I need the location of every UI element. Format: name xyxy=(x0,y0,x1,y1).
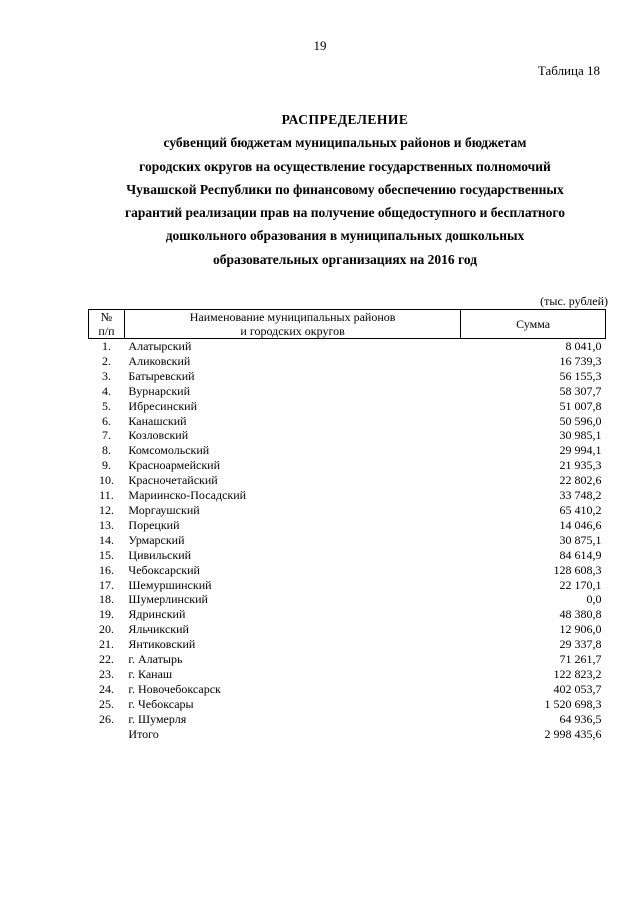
table-row xyxy=(89,592,606,607)
heading-line: Чувашской Республики по финансовому обеспечению государственных xyxy=(126,181,564,197)
row-sum: 30 875,1 xyxy=(559,532,602,547)
heading-line: городских округов на осуществление государственных полномочий xyxy=(139,158,551,174)
row-number: 25. xyxy=(98,696,114,711)
total-number xyxy=(89,727,125,742)
table-label: Таблица 18 xyxy=(537,63,600,78)
row-name: Аликовский xyxy=(128,353,191,368)
row-name: Урмарский xyxy=(128,532,185,547)
row-sum: 128 608,3 xyxy=(553,562,602,577)
row-number: 1. xyxy=(101,339,111,353)
table-row xyxy=(89,473,606,488)
row-number: 16. xyxy=(98,562,114,577)
total-row xyxy=(89,727,606,742)
header-number xyxy=(89,310,125,339)
heading-line: субвенций бюджетам муниципальных районов и бюджетам xyxy=(163,135,527,151)
row-name: Шумерлинский xyxy=(128,592,208,607)
table-row xyxy=(89,548,606,563)
table-row xyxy=(89,518,606,533)
row-sum: 33 748,2 xyxy=(559,488,602,503)
distribution-table xyxy=(88,309,606,741)
row-number: 22. xyxy=(98,652,114,667)
row-sum: 56 155,3 xyxy=(559,368,602,383)
row-number: 15. xyxy=(98,547,114,562)
row-number: 12. xyxy=(98,502,114,517)
table-row xyxy=(89,622,606,637)
table-row xyxy=(89,458,606,473)
table-row xyxy=(89,667,606,682)
table-row xyxy=(89,503,606,518)
header-number-line2: п/п xyxy=(98,324,115,338)
row-number: 24. xyxy=(98,681,114,696)
table-row xyxy=(89,637,606,652)
row-name: Канашский xyxy=(128,413,187,428)
row-name: Моргаушский xyxy=(128,502,200,517)
row-name: Алатырский xyxy=(128,339,192,353)
table-row xyxy=(89,563,606,578)
row-name: г. Канаш xyxy=(128,666,173,681)
row-sum: 58 307,7 xyxy=(559,383,602,398)
row-name: Порецкий xyxy=(128,517,180,532)
row-name: Красночетайский xyxy=(128,473,218,488)
row-sum: 21 935,3 xyxy=(559,458,602,473)
row-sum: 12 906,0 xyxy=(559,622,602,637)
row-name: Вурнарский xyxy=(128,383,191,398)
header-name-line2: и городских округов xyxy=(240,324,345,338)
row-sum: 48 380,8 xyxy=(559,607,602,622)
row-sum: 1 520 698,3 xyxy=(544,696,602,711)
row-name: Ибресинский xyxy=(128,398,197,413)
row-number: 23. xyxy=(98,666,114,681)
row-number: 7. xyxy=(101,428,111,443)
page-number: 19 xyxy=(313,38,327,53)
row-sum: 64 936,5 xyxy=(559,711,602,726)
table-header xyxy=(89,310,606,339)
row-number: 5. xyxy=(101,398,111,413)
row-number: 26. xyxy=(98,711,114,726)
table-row xyxy=(89,607,606,622)
row-name: Мариинско-Посадский xyxy=(128,488,247,503)
row-sum: 122 823,2 xyxy=(553,666,602,681)
row-name: г. Чебоксары xyxy=(128,696,194,711)
row-number: 3. xyxy=(101,368,111,383)
document-heading xyxy=(60,108,630,271)
row-number: 14. xyxy=(98,532,114,547)
table-row xyxy=(89,712,606,727)
row-name: г. Алатырь xyxy=(128,652,183,667)
row-sum: 22 802,6 xyxy=(559,473,602,488)
row-number: 2. xyxy=(101,353,111,368)
row-number: 17. xyxy=(98,577,114,592)
units-label: (тыс. рублей) xyxy=(540,294,608,308)
row-number: 4. xyxy=(101,383,111,398)
row-number: 20. xyxy=(98,622,114,637)
row-name: Комсомольский xyxy=(128,443,210,458)
row-number: 10. xyxy=(98,473,114,488)
row-sum: 16 739,3 xyxy=(559,353,602,368)
table-row xyxy=(89,488,606,503)
row-number: 19. xyxy=(98,607,114,622)
row-sum: 65 410,2 xyxy=(559,502,602,517)
row-name: Цивильский xyxy=(128,547,192,562)
row-sum: 29 994,1 xyxy=(559,443,602,458)
table-row xyxy=(89,682,606,697)
table-row xyxy=(89,533,606,548)
total-label: Итого xyxy=(128,726,159,741)
row-name: г. Новочебоксарск xyxy=(128,681,221,696)
row-name: Ядринский xyxy=(128,607,186,622)
row-name: Шемуршинский xyxy=(128,577,212,592)
table-body xyxy=(89,339,606,742)
table-row xyxy=(89,428,606,443)
row-number: 18. xyxy=(98,592,114,607)
row-sum: 29 337,8 xyxy=(559,637,602,652)
row-name: Янтиковский xyxy=(128,637,196,652)
row-number: 11. xyxy=(99,488,114,503)
table-row xyxy=(89,339,606,354)
row-name: Яльчикский xyxy=(128,622,189,637)
row-name: Батыревский xyxy=(128,368,195,383)
row-sum: 402 053,7 xyxy=(553,681,602,696)
row-sum: 0,0 xyxy=(586,592,602,607)
row-sum: 84 614,9 xyxy=(559,547,602,562)
table-row xyxy=(89,652,606,667)
row-name: Красноармейский xyxy=(128,458,220,473)
table-row xyxy=(89,354,606,369)
row-number: 9. xyxy=(101,458,111,473)
header-name-line1: Наименование муниципальных районов xyxy=(189,310,396,324)
row-sum: 50 596,0 xyxy=(559,413,602,428)
table-row xyxy=(89,384,606,399)
table-row xyxy=(89,578,606,593)
row-sum: 8 041,0 xyxy=(565,339,602,353)
row-sum: 14 046,6 xyxy=(559,517,602,532)
row-name: Козловский xyxy=(128,428,189,443)
row-sum: 22 170,1 xyxy=(559,577,602,592)
table-row xyxy=(89,399,606,414)
heading-line: гарантий реализации прав на получение общедоступного и бесплатного xyxy=(125,205,565,221)
table-row xyxy=(89,697,606,712)
header-name xyxy=(124,310,460,339)
heading-title: РАСПРЕДЕЛЕНИЕ xyxy=(281,112,409,127)
row-name: г. Шумерля xyxy=(128,711,187,726)
row-sum: 71 261,7 xyxy=(559,652,602,667)
header-number-line1: № xyxy=(100,310,113,324)
row-sum: 30 985,1 xyxy=(559,428,602,443)
row-name: Чебоксарский xyxy=(128,562,200,577)
table-row xyxy=(89,414,606,429)
row-number: 21. xyxy=(98,637,114,652)
header-sum: Сумма xyxy=(461,310,606,339)
row-number: 8. xyxy=(101,443,111,458)
table-row xyxy=(89,443,606,458)
row-number: 6. xyxy=(101,413,111,428)
total-sum: 2 998 435,6 xyxy=(544,726,602,741)
table-row xyxy=(89,369,606,384)
row-sum: 51 007,8 xyxy=(559,398,602,413)
heading-line: дошкольного образования в муниципальных дошкольных xyxy=(165,228,525,244)
row-number: 13. xyxy=(98,517,114,532)
heading-line: образовательных организациях на 2016 год xyxy=(212,251,478,267)
